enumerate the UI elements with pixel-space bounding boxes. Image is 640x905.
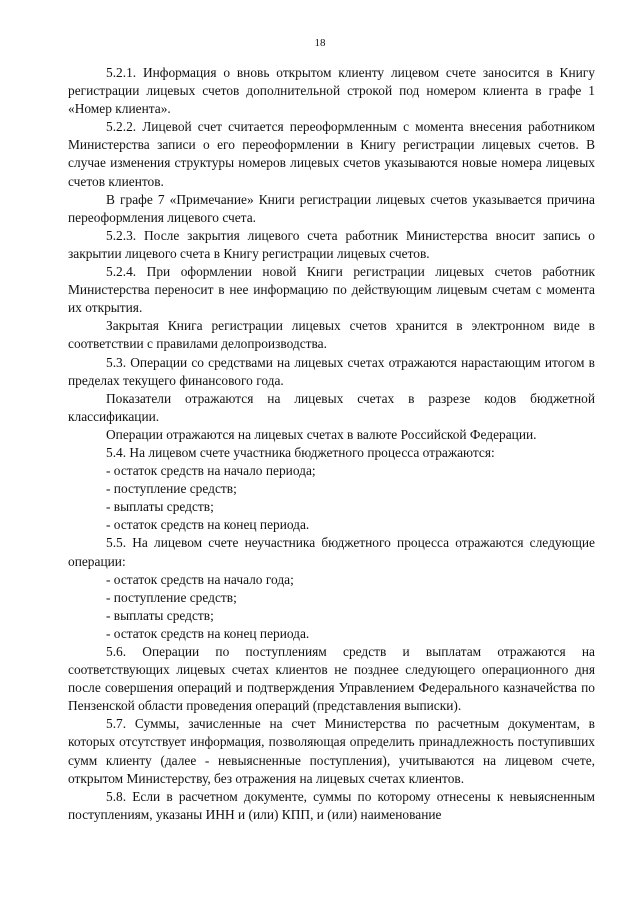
- list-item: - остаток средств на конец периода.: [106, 625, 310, 641]
- list-item: - поступление средств;: [106, 589, 237, 605]
- paragraph-5-7: 5.7. Суммы, зачисленные на счет Министерства по расчетным документам, в которых отсутствует информация, позволяющая определить принадлежность поступивших сумм клиенту (далее - невыясненные поступления), учитываются на лицевом счете, открытом Министерству, без отражения на лицевых счетах клиентов.: [68, 716, 595, 786]
- list-item: - остаток средств на начало года;: [106, 571, 294, 587]
- paragraph-5-6: 5.6. Операции по поступлениям средств и выплатам отражаются на соответствующих лицевых счетах клиентов не позднее следующего операционного дня после совершения операций и подтверждения Управлением Федерального казначейства по Пензенской области проведения операций (представления выписки).: [68, 644, 595, 714]
- paragraph-5-2-4: 5.2.4. При оформлении новой Книги регистрации лицевых счетов работник Министерства переносит в нее информацию по действующим лицевым счетам с момента их открытия.: [68, 264, 595, 316]
- paragraph-currency: Операции отражаются на лицевых счетах в валюте Российской Федерации.: [106, 426, 537, 442]
- paragraph-column-7-note: В графе 7 «Примечание» Книги регистрации лицевых счетов указывается причина переоформления лицевого счета.: [68, 191, 595, 225]
- list-item: - выплаты средств;: [106, 499, 214, 515]
- paragraph-5-2-3: 5.2.3. После закрытия лицевого счета работник Министерства вносит запись о закрытии лицевого счета в Книгу регистрации лицевых счетов.: [68, 227, 595, 261]
- paragraph-5-2-2: 5.2.2. Лицевой счет считается переоформленным с момента внесения работником Министерства записи о его переоформлении в Книгу регистрации лицевых счетов. В случае изменения структуры номеров лицевых счетов указываются новые номера лицевых счетов клиентов.: [68, 119, 595, 189]
- list-item: - остаток средств на начало периода;: [106, 463, 316, 479]
- document-text: [68, 64, 595, 824]
- list-item: - остаток средств на конец периода.: [106, 517, 310, 533]
- paragraph-5-3: 5.3. Операции со средствами на лицевых счетах отражаются нарастающим итогом в пределах текущего финансового года.: [68, 354, 595, 388]
- paragraph-5-4: 5.4. На лицевом счете участника бюджетного процесса отражаются:: [106, 444, 495, 460]
- paragraph-5-8: 5.8. Если в расчетном документе, суммы по которому отнесены к невыясненным поступлениям, указаны ИНН и (или) КПП, и (или) наименование: [68, 788, 595, 822]
- list-item: - поступление средств;: [106, 481, 237, 497]
- paragraph-closed-book-storage: Закрытая Книга регистрации лицевых счетов хранится в электронном виде в соответствии с правилами делопроизводства.: [68, 318, 595, 352]
- paragraph-indicators: Показатели отражаются на лицевых счетах в разрезе кодов бюджетной классификации.: [68, 390, 595, 424]
- list-item: - выплаты средств;: [106, 607, 214, 623]
- paragraph-5-5: 5.5. На лицевом счете неучастника бюджетного процесса отражаются следующие операции:: [68, 535, 595, 569]
- page-number: 18: [314, 37, 326, 49]
- paragraph-5-2-1: 5.2.1. Информация о вновь открытом клиенту лицевом счете заносится в Книгу регистрации лицевых счетов дополнительной строкой под номером клиента в графе 1 «Номер клиента».: [68, 65, 595, 117]
